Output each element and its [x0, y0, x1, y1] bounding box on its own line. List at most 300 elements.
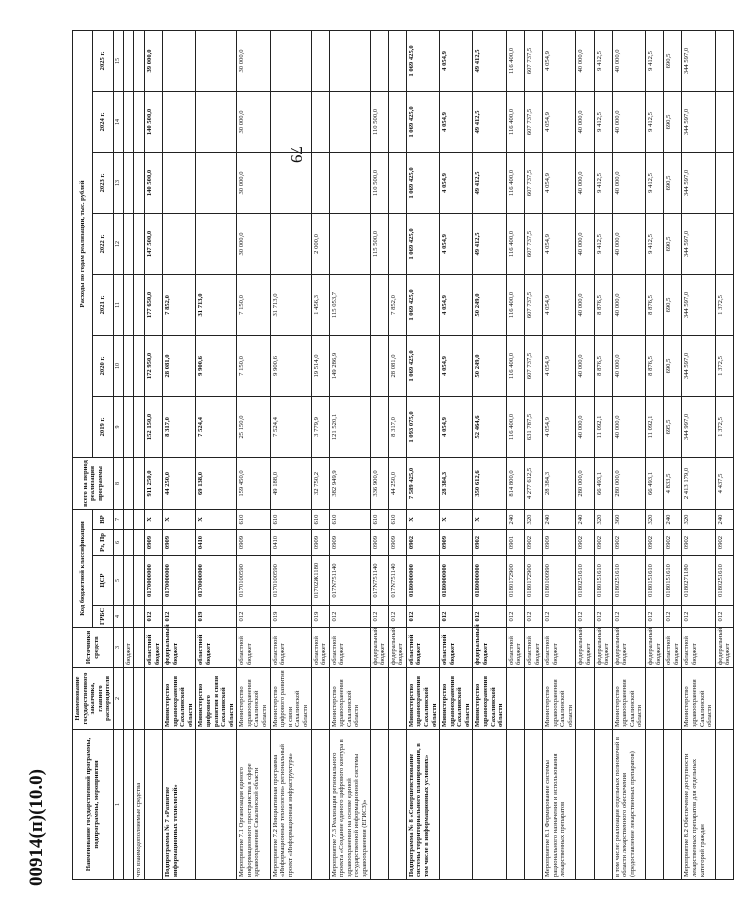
row-total-cell: 280 000,0: [612, 457, 645, 509]
table-row: [682, 30, 715, 879]
header-executor: Наименование государственного заказчика, главного распорядителя: [73, 668, 114, 730]
row-source-cell: областной бюджет: [682, 628, 715, 668]
row-source-cell: [134, 628, 145, 668]
row-grbs-cell: 012: [682, 606, 715, 628]
row-grbs-cell: [134, 606, 145, 628]
row-year-cell: [163, 30, 196, 91]
row-csr-cell: 017N751140: [329, 556, 370, 606]
row-year-cell: [196, 30, 237, 91]
row-year-cell: 28 081,0: [163, 335, 196, 396]
row-csr-cell: 0180172900: [506, 556, 524, 606]
row-executor-cell: Министерство здравоохранения Сахалинской области: [682, 668, 715, 730]
row-rz-cell: 0902: [406, 530, 439, 556]
row-year-cell: [163, 91, 196, 152]
row-executor-cell: [370, 668, 388, 730]
row-year-cell: [388, 152, 406, 213]
row-grbs-cell: 012: [543, 606, 576, 628]
row-year-cell: 116 400,0: [506, 213, 524, 274]
row-year-cell: 4 054,9: [440, 152, 473, 213]
column-index: 7: [113, 509, 123, 529]
row-grbs-cell: 012: [329, 606, 370, 628]
row-total-cell: 28 384,3: [543, 457, 576, 509]
row-executor-cell: Министерство здравоохранения Сахалинской области: [406, 668, 439, 730]
row-year-cell: [163, 152, 196, 213]
row-year-cell: [388, 91, 406, 152]
table-row: [664, 30, 682, 879]
row-year-cell: 40 000,0: [576, 152, 594, 213]
row-source-cell: областной бюджет: [524, 628, 542, 668]
row-executor-cell: [134, 668, 145, 730]
row-total-cell: [134, 457, 145, 509]
row-year-cell: 9 412,5: [646, 213, 664, 274]
row-year-cell: [196, 213, 237, 274]
row-year-cell: [329, 213, 370, 274]
row-year-cell: 147 500,0: [144, 213, 162, 274]
row-csr-cell: 0180251610: [715, 556, 733, 606]
row-total-cell: 7 589 425,0: [406, 457, 439, 509]
row-year-cell: 25 150,0: [237, 396, 270, 457]
table-row: [473, 30, 506, 879]
row-year-cell: [388, 213, 406, 274]
row-year-cell: 8 876,5: [594, 274, 612, 335]
row-executor-cell: Министерство здравоохранения Сахалинской области: [237, 668, 270, 730]
row-year-cell: 9 412,5: [594, 91, 612, 152]
row-year-cell: 9 900,6: [196, 335, 237, 396]
row-executor-cell: Министерство здравоохранения Сахалинской области: [163, 668, 196, 730]
row-year-cell: [370, 30, 388, 91]
table-body: [123, 30, 733, 879]
row-year-cell: 4 054,9: [440, 30, 473, 91]
row-vr-cell: 610: [237, 509, 270, 529]
row-grbs-cell: 019: [270, 606, 311, 628]
row-year-cell: 116 400,0: [506, 396, 524, 457]
row-total-cell: 4 437,5: [715, 457, 733, 509]
row-year-cell: 1 069 425,0: [406, 213, 439, 274]
row-csr-cell: 0180151610: [664, 556, 682, 606]
header-vr: ВР: [93, 509, 113, 529]
row-year-cell: 607 737,5: [524, 91, 542, 152]
row-vr-cell: 320: [524, 509, 542, 529]
row-grbs-cell: 019: [311, 606, 329, 628]
header-year: 2020 г.: [93, 335, 113, 396]
row-year-cell: 4 054,9: [543, 335, 576, 396]
row-year-cell: 31 713,0: [196, 274, 237, 335]
row-total-cell: 4 277 612,5: [524, 457, 542, 509]
row-year-cell: 7 524,4: [196, 396, 237, 457]
row-vr-cell: X: [406, 509, 439, 529]
row-grbs-cell: 012: [612, 606, 645, 628]
row-year-cell: 110 500,0: [370, 91, 388, 152]
row-year-cell: 4 054,9: [543, 274, 576, 335]
table-row: [270, 30, 311, 879]
row-total-cell: 159 450,0: [237, 457, 270, 509]
row-year-cell: [134, 335, 145, 396]
row-year-cell: 172 950,0: [144, 335, 162, 396]
row-year-cell: [123, 91, 134, 152]
row-year-cell: 40 000,0: [612, 152, 645, 213]
row-year-cell: 690,5: [664, 91, 682, 152]
row-year-cell: 8 876,5: [646, 274, 664, 335]
column-index: 2: [113, 668, 123, 730]
row-year-cell: [270, 152, 311, 213]
row-name-cell: [440, 730, 473, 880]
row-name-cell: [311, 730, 329, 880]
row-executor-cell: Министерство здравоохранения Сахалинской области: [473, 668, 506, 730]
row-year-cell: 115 053,7: [329, 274, 370, 335]
row-year-cell: 177 650,0: [144, 274, 162, 335]
table-row: [440, 30, 473, 879]
table-row: [370, 30, 388, 879]
row-year-cell: 40 000,0: [612, 335, 645, 396]
row-year-cell: [329, 91, 370, 152]
row-year-cell: 3 779,9: [311, 396, 329, 457]
row-vr-cell: 240: [506, 509, 524, 529]
row-vr-cell: 320: [594, 509, 612, 529]
row-year-cell: 52 464,6: [473, 396, 506, 457]
row-csr-cell: 0180151610: [646, 556, 664, 606]
column-index: 10: [113, 335, 123, 396]
row-year-cell: [715, 152, 733, 213]
row-csr-cell: 0180000000: [473, 556, 506, 606]
column-index: 14: [113, 91, 123, 152]
table-row: [311, 30, 329, 879]
row-rz-cell: 0410: [196, 530, 237, 556]
row-year-cell: 116 400,0: [506, 152, 524, 213]
budget-table-rotated: [72, 30, 732, 880]
row-rz-cell: 0902: [473, 530, 506, 556]
table-row: [196, 30, 237, 879]
row-year-cell: 40 000,0: [612, 213, 645, 274]
row-year-cell: 50 249,0: [473, 274, 506, 335]
row-total-cell: 382 949,9: [329, 457, 370, 509]
table-row: [594, 30, 612, 879]
row-total-cell: 350 612,6: [473, 457, 506, 509]
row-year-cell: 7 852,0: [388, 274, 406, 335]
table-row: [576, 30, 594, 879]
header-year: 2022 г.: [93, 213, 113, 274]
row-year-cell: [370, 274, 388, 335]
row-year-cell: 116 400,0: [506, 91, 524, 152]
row-year-cell: 39 000,0: [144, 30, 162, 91]
row-executor-cell: Министерство цифрового развития и связи Сахалинской области: [196, 668, 237, 730]
row-year-cell: [270, 91, 311, 152]
row-year-cell: 690,5: [664, 335, 682, 396]
row-year-cell: 7 524,4: [270, 396, 311, 457]
row-year-cell: 9 412,5: [646, 91, 664, 152]
row-executor-cell: [506, 668, 524, 730]
row-name-cell: [664, 730, 682, 880]
table-row: [134, 30, 145, 879]
row-grbs-cell: 012: [388, 606, 406, 628]
row-name-cell: [388, 730, 406, 880]
row-year-cell: 7 150,0: [237, 274, 270, 335]
row-executor-cell: [715, 668, 733, 730]
row-year-cell: 8 876,5: [646, 335, 664, 396]
row-year-cell: [715, 91, 733, 152]
row-csr-cell: 0180000000: [406, 556, 439, 606]
header-source: Источники средств: [73, 628, 114, 668]
row-total-cell: 280 000,0: [576, 457, 594, 509]
row-total-cell: 66 493,1: [594, 457, 612, 509]
budget-table: [72, 30, 734, 880]
row-vr-cell: 240: [715, 509, 733, 529]
row-year-cell: 115 500,0: [370, 213, 388, 274]
row-executor-cell: Министерство цифрового развития и связи Сахалинской области: [270, 668, 311, 730]
row-vr-cell: 610: [311, 509, 329, 529]
row-year-cell: 344 597,0: [682, 213, 715, 274]
row-year-cell: 607 737,5: [524, 274, 542, 335]
row-rz-cell: 0909: [370, 530, 388, 556]
row-year-cell: 30 000,0: [237, 213, 270, 274]
column-index: 12: [113, 213, 123, 274]
row-csr-cell: 0170000000: [144, 556, 162, 606]
row-csr-cell: 0170000000: [163, 556, 196, 606]
row-executor-cell: Министерство здравоохранения Сахалинской области: [440, 668, 473, 730]
header-year: 2024 г.: [93, 91, 113, 152]
row-year-cell: 7 852,0: [163, 274, 196, 335]
row-source-cell: федеральный бюджет: [612, 628, 645, 668]
table-row: [646, 30, 664, 879]
column-index: 3: [113, 628, 123, 668]
row-grbs-cell: 012: [524, 606, 542, 628]
row-year-cell: 631 787,5: [524, 396, 542, 457]
row-name-cell: [123, 730, 134, 880]
row-year-cell: [715, 213, 733, 274]
row-csr-cell: 0170100590: [270, 556, 311, 606]
row-year-cell: [311, 91, 329, 152]
row-year-cell: [311, 152, 329, 213]
row-year-cell: 9 900,6: [270, 335, 311, 396]
row-rz-cell: 0902: [594, 530, 612, 556]
row-year-cell: 116 400,0: [506, 335, 524, 396]
row-year-cell: 110 500,0: [370, 152, 388, 213]
row-vr-cell: 320: [682, 509, 715, 529]
row-name-cell: [144, 730, 162, 880]
row-year-cell: 49 412,5: [473, 152, 506, 213]
row-total-cell: 4 833,5: [664, 457, 682, 509]
row-year-cell: 9 412,5: [594, 213, 612, 274]
row-total-cell: 44 250,0: [388, 457, 406, 509]
row-vr-cell: X: [473, 509, 506, 529]
row-grbs-cell: 012: [370, 606, 388, 628]
row-year-cell: 4 054,9: [440, 335, 473, 396]
row-year-cell: 8 317,0: [163, 396, 196, 457]
row-year-cell: 1 093 075,0: [406, 396, 439, 457]
row-executor-cell: [311, 668, 329, 730]
column-index: 6: [113, 530, 123, 556]
row-total-cell: 814 800,0: [506, 457, 524, 509]
row-year-cell: 695,5: [664, 396, 682, 457]
row-year-cell: [134, 91, 145, 152]
row-year-cell: 152 150,0: [144, 396, 162, 457]
row-year-cell: [123, 396, 134, 457]
row-year-cell: [134, 213, 145, 274]
row-year-cell: [123, 335, 134, 396]
row-year-cell: [388, 30, 406, 91]
row-vr-cell: 610: [370, 509, 388, 529]
row-csr-cell: 0170000000: [196, 556, 237, 606]
row-year-cell: 11 092,1: [646, 396, 664, 457]
row-rz-cell: [134, 530, 145, 556]
row-year-cell: 690,5: [664, 274, 682, 335]
row-year-cell: 40 000,0: [576, 213, 594, 274]
row-year-cell: 4 054,9: [543, 152, 576, 213]
row-year-cell: 40 000,0: [612, 274, 645, 335]
table-row: [612, 30, 645, 879]
row-year-cell: 8 876,5: [594, 335, 612, 396]
row-vr-cell: 240: [543, 509, 576, 529]
row-rz-cell: 0410: [270, 530, 311, 556]
row-year-cell: 19 514,0: [311, 335, 329, 396]
row-grbs-cell: 012: [473, 606, 506, 628]
row-year-cell: 4 054,9: [543, 396, 576, 457]
row-source-cell: федеральный бюджет: [388, 628, 406, 668]
row-source-cell: федеральный бюджет: [370, 628, 388, 668]
row-executor-cell: [144, 668, 162, 730]
row-rz-cell: 0902: [664, 530, 682, 556]
row-name-cell: [196, 730, 237, 880]
row-year-cell: 607 737,5: [524, 152, 542, 213]
row-year-cell: 1 069 425,0: [406, 335, 439, 396]
row-rz-cell: 0902: [646, 530, 664, 556]
row-grbs-cell: 012: [144, 606, 162, 628]
row-year-cell: [196, 152, 237, 213]
row-year-cell: 1 372,5: [715, 396, 733, 457]
page-number: 79: [287, 146, 306, 163]
row-source-cell: федеральный бюджет: [163, 628, 196, 668]
table-row: [163, 30, 196, 879]
row-year-cell: 40 000,0: [576, 396, 594, 457]
row-year-cell: 2 000,0: [311, 213, 329, 274]
column-index: 13: [113, 152, 123, 213]
row-csr-cell: [134, 556, 145, 606]
row-year-cell: [163, 213, 196, 274]
row-executor-cell: Министерство здравоохранения Сахалинской области: [543, 668, 576, 730]
row-name-cell: Мероприятие 8.1 Формирование системы рационального назначения и использования лекарственных препаратов: [543, 730, 576, 880]
row-source-cell: бюджет: [123, 628, 134, 668]
row-year-cell: 344 597,0: [682, 30, 715, 91]
column-index: 15: [113, 30, 123, 91]
row-year-cell: [123, 152, 134, 213]
row-year-cell: 4 054,9: [543, 91, 576, 152]
row-year-cell: 49 412,5: [473, 30, 506, 91]
row-year-cell: 1 456,3: [311, 274, 329, 335]
row-vr-cell: X: [144, 509, 162, 529]
row-name-cell: [473, 730, 506, 880]
row-name-cell: [594, 730, 612, 880]
row-year-cell: 7 150,0: [237, 335, 270, 396]
row-csr-cell: 01702Ж1180: [311, 556, 329, 606]
row-vr-cell: [123, 509, 134, 529]
row-year-cell: 4 054,9: [543, 213, 576, 274]
row-year-cell: 344 597,0: [682, 335, 715, 396]
row-year-cell: [123, 213, 134, 274]
row-vr-cell: X: [440, 509, 473, 529]
row-csr-cell: 0180251610: [612, 556, 645, 606]
row-year-cell: 8 317,0: [388, 396, 406, 457]
table-row: [715, 30, 733, 879]
row-source-cell: областной бюджет: [196, 628, 237, 668]
row-year-cell: 1 069 425,0: [406, 91, 439, 152]
row-grbs-cell: 012: [594, 606, 612, 628]
header-bk-group: Код бюджетной классификации: [73, 509, 93, 627]
row-rz-cell: 0902: [682, 530, 715, 556]
row-grbs-cell: 012: [440, 606, 473, 628]
row-year-cell: 4 054,9: [440, 91, 473, 152]
row-year-cell: 9 412,5: [594, 152, 612, 213]
row-total-cell: 911 250,0: [144, 457, 162, 509]
row-grbs-cell: 012: [406, 606, 439, 628]
row-year-cell: [134, 396, 145, 457]
row-year-cell: 1 069 425,0: [406, 30, 439, 91]
row-source-cell: федеральный бюджет: [715, 628, 733, 668]
row-total-cell: 336 900,0: [370, 457, 388, 509]
row-grbs-cell: [123, 606, 134, 628]
header-csr: ЦСР: [93, 556, 113, 606]
row-vr-cell: 610: [388, 509, 406, 529]
column-index: 1: [113, 730, 123, 880]
row-csr-cell: 0180251610: [576, 556, 594, 606]
row-source-cell: областной бюджет: [144, 628, 162, 668]
row-source-cell: областной бюджет: [440, 628, 473, 668]
row-name-cell: Мероприятие 7.1 Организация единого информационного пространства в сфере здравоохранения Сахалинской области: [237, 730, 270, 880]
row-name-cell: Мероприятие 7.3 Реализация регионального проекта «Создание единого цифрового контура в здравоохранении на основе единой государственной информационной системы здравоохранения (ЕГИСЗ)»: [329, 730, 370, 880]
row-vr-cell: X: [196, 509, 237, 529]
row-year-cell: 690,5: [664, 213, 682, 274]
row-year-cell: [311, 30, 329, 91]
row-source-cell: областной бюджет: [329, 628, 370, 668]
table-row: [406, 30, 439, 879]
row-rz-cell: 0909: [543, 530, 576, 556]
row-grbs-cell: 019: [196, 606, 237, 628]
row-name-cell: [506, 730, 524, 880]
row-total-cell: 49 188,0: [270, 457, 311, 509]
row-csr-cell: 0180000000: [440, 556, 473, 606]
header-rz: Рз, Пр: [93, 530, 113, 556]
row-vr-cell: 320: [646, 509, 664, 529]
row-year-cell: 116 400,0: [506, 274, 524, 335]
row-vr-cell: 360: [612, 509, 645, 529]
row-source-cell: областной бюджет: [311, 628, 329, 668]
row-csr-cell: 0180100990: [543, 556, 576, 606]
row-source-cell: областной бюджет: [270, 628, 311, 668]
row-vr-cell: X: [163, 509, 196, 529]
row-total-cell: 2 413 179,0: [682, 457, 715, 509]
row-rz-cell: 0902: [576, 530, 594, 556]
table-row: [123, 30, 134, 879]
row-name-cell: в том числе: реализация отдельных полномочий в области лекарственного обеспечения (предоставление лекарственных препаратов): [612, 730, 645, 880]
row-grbs-cell: 012: [646, 606, 664, 628]
row-year-cell: [370, 335, 388, 396]
row-executor-cell: [123, 668, 134, 730]
row-year-cell: 9 412,5: [646, 152, 664, 213]
row-csr-cell: 0180271180: [682, 556, 715, 606]
header-name: Наименование государственной программы, подпрограммы, мероприятия: [73, 730, 114, 880]
document-code: 00914(п)(10.0): [26, 768, 47, 886]
row-grbs-cell: 012: [576, 606, 594, 628]
header-year: 2023 г.: [93, 152, 113, 213]
row-name-cell: [715, 730, 733, 880]
table-row: [144, 30, 162, 879]
row-grbs-cell: 012: [506, 606, 524, 628]
row-year-cell: 4 054,9: [440, 396, 473, 457]
row-executor-cell: Министерство здравоохранения Сахалинской области: [329, 668, 370, 730]
row-year-cell: 607 737,5: [524, 213, 542, 274]
row-year-cell: 9 412,5: [594, 30, 612, 91]
row-year-cell: 1 069 425,0: [406, 152, 439, 213]
row-year-cell: 40 000,0: [612, 30, 645, 91]
row-year-cell: [270, 30, 311, 91]
